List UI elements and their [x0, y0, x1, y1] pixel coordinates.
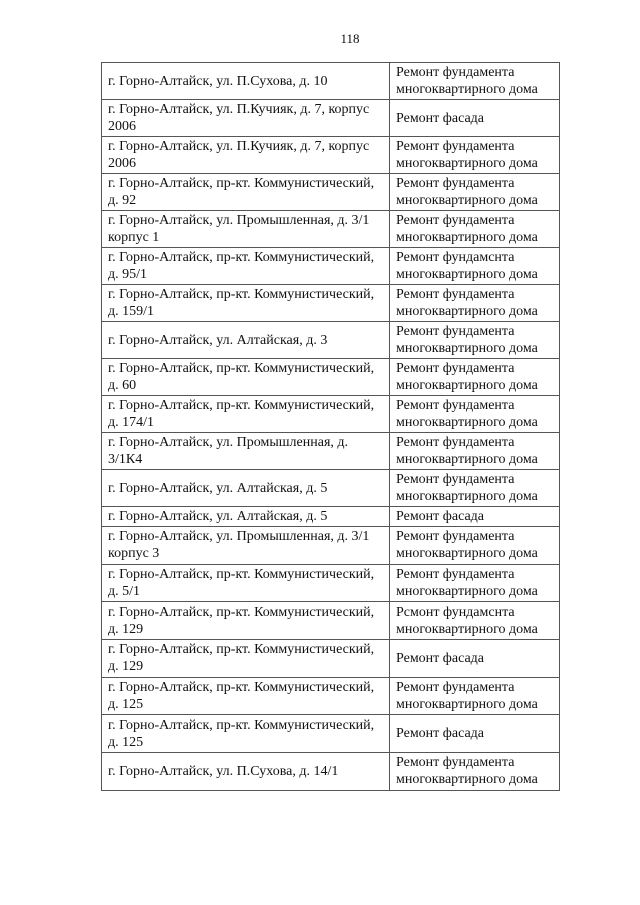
work-type-cell: Ремонт фундамента многоквартирного дома	[390, 174, 560, 211]
address-cell: г. Горно-Алтайск, пр-кт. Коммунистический, д. 5/1	[102, 564, 390, 602]
table-row	[102, 527, 560, 565]
address-cell: г. Горно-Алтайск, пр-кт. Коммунистический, д. 129	[102, 602, 390, 640]
work-type-cell: Рсмонт фундамснта многоквартирного дома	[390, 602, 560, 640]
table-row	[102, 137, 560, 174]
table-row	[102, 359, 560, 396]
table-row	[102, 100, 560, 137]
work-type-cell: Ремонт фундамента многоквартирного дома	[390, 677, 560, 715]
address-cell: г. Горно-Алтайск, ул. П.Кучияк, д. 7, корпус 2006	[102, 100, 390, 137]
work-type-cell: Ремонт фундамента многоквартирного дома	[390, 285, 560, 322]
address-cell: г. Горно-Алтайск, пр-кт. Коммунистический, д. 174/1	[102, 396, 390, 433]
table-row	[102, 640, 560, 678]
table-row	[102, 677, 560, 715]
work-type-cell: Ремонт фундамента многоквартирного дома	[390, 564, 560, 602]
address-cell: г. Горно-Алтайск, ул. П.Кучияк, д. 7, корпус 2006	[102, 137, 390, 174]
work-type-cell: Ремонт фундамснта многоквартирного дома	[390, 248, 560, 285]
table-row	[102, 507, 560, 527]
work-type-cell: Ремонт фундамента многоквартирного дома	[390, 396, 560, 433]
work-type-cell: Ремонт фундамента многоквартирного дома	[390, 753, 560, 791]
address-cell: г. Горно-Алтайск, ул. П.Сухова, д. 14/1	[102, 753, 390, 791]
address-cell: г. Горно-Алтайск, ул. Алтайская, д. 3	[102, 322, 390, 359]
work-type-cell: Ремонт фундамента многоквартирного дома	[390, 322, 560, 359]
address-cell: г. Горно-Алтайск, ул. Алтайская, д. 5	[102, 507, 390, 527]
table-row	[102, 63, 560, 100]
work-type-cell: Ремонт фундамента многоквартирного дома	[390, 137, 560, 174]
table-row	[102, 470, 560, 507]
work-type-cell: Ремонт фасада	[390, 640, 560, 678]
address-cell: г. Горно-Алтайск, ул. П.Сухова, д. 10	[102, 63, 390, 100]
address-cell: г. Горно-Алтайск, пр-кт. Коммунистический, д. 125	[102, 677, 390, 715]
table-row	[102, 322, 560, 359]
work-type-cell: Ремонт фундамента многоквартирного дома	[390, 359, 560, 396]
address-cell: г. Горно-Алтайск, пр-кт. Коммунистический, д. 60	[102, 359, 390, 396]
address-cell: г. Горно-Алтайск, пр-кт. Коммунистический, д. 92	[102, 174, 390, 211]
page-number: 118	[340, 31, 360, 46]
work-type-cell: Ремонт фундамента многоквартирного дома	[390, 211, 560, 248]
work-type-cell: Ремонт фундамента многоквартирного дома	[390, 527, 560, 565]
work-type-cell: Ремонт фасада	[390, 715, 560, 753]
work-type-cell: Ремонт фасада	[390, 507, 560, 527]
address-cell: г. Горно-Алтайск, пр-кт. Коммунистический, д. 129	[102, 640, 390, 678]
address-cell: г. Горно-Алтайск, ул. Промышленная, д. 3/1К4	[102, 433, 390, 470]
address-cell: г. Горно-Алтайск, пр-кт. Коммунистический, д. 125	[102, 715, 390, 753]
address-cell: г. Горно-Алтайск, пр-кт. Коммунистический, д. 159/1	[102, 285, 390, 322]
table-row	[102, 602, 560, 640]
address-cell: г. Горно-Алтайск, ул. Алтайская, д. 5	[102, 470, 390, 507]
work-type-cell: Ремонт фундамента многоквартирного дома	[390, 63, 560, 100]
table-row	[102, 285, 560, 322]
table-row	[102, 396, 560, 433]
addresses-table	[101, 62, 560, 791]
address-cell: г. Горно-Алтайск, ул. Промышленная, д. 3/1 корпус 1	[102, 211, 390, 248]
table-row	[102, 174, 560, 211]
table-row	[102, 211, 560, 248]
work-type-cell: Ремонт фундамента многоквартирного дома	[390, 433, 560, 470]
table-row	[102, 433, 560, 470]
table-row	[102, 564, 560, 602]
address-cell: г. Горно-Алтайск, ул. Промышленная, д. 3/1 корпус 3	[102, 527, 390, 565]
address-cell: г. Горно-Алтайск, пр-кт. Коммунистический, д. 95/1	[102, 248, 390, 285]
table-row	[102, 753, 560, 791]
work-type-cell: Ремонт фасада	[390, 100, 560, 137]
work-type-cell: Ремонт фундамента многоквартирного дома	[390, 470, 560, 507]
table-row	[102, 715, 560, 753]
table-row	[102, 248, 560, 285]
